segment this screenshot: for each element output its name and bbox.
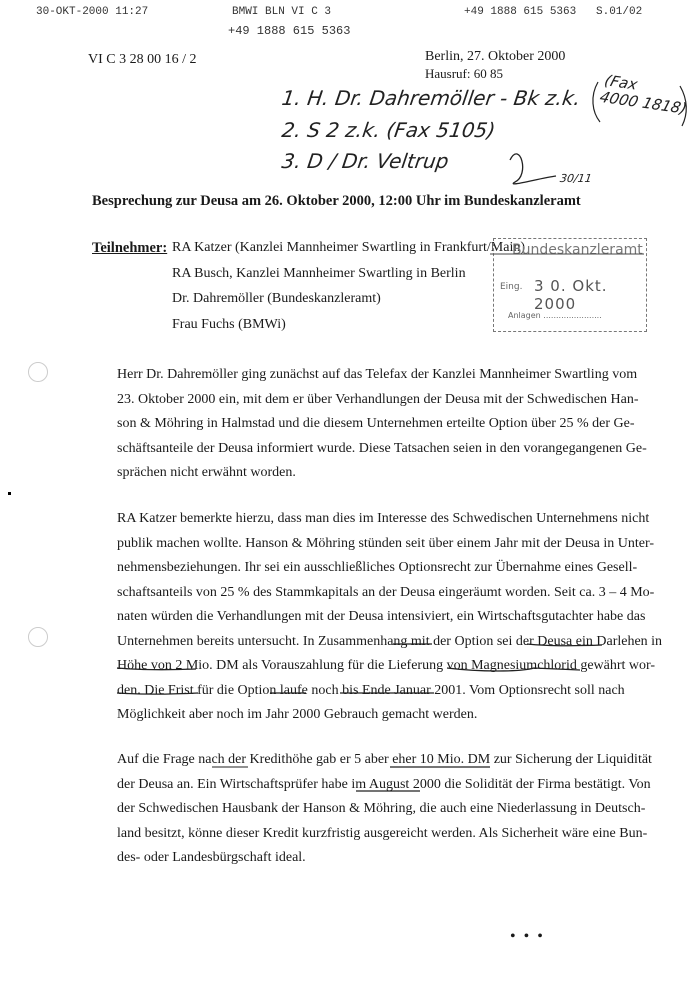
punch-hole xyxy=(28,362,48,382)
date-line: Berlin, 27. Oktober 2000 xyxy=(425,49,566,64)
paragraph-line: sprächen nicht erwähnt worden. xyxy=(117,465,296,480)
stamp-anlagen: Anlagen ....................... xyxy=(508,311,602,320)
stamp-eing-label: Eing. xyxy=(500,282,523,292)
meeting-subject: Besprechung zur Deusa am 26. Oktober 2000, 12:00 Uhr im Bundeskanzleramt xyxy=(92,193,581,209)
handwritten-routing-1: 1. H. Dr. Dahremöller - Bk z.k. xyxy=(280,86,582,110)
fax-datetime: 30-OKT-2000 11:27 xyxy=(36,6,149,18)
paragraph-1 xyxy=(117,363,652,486)
handwritten-fax-note-2: 4000 1818) xyxy=(597,87,689,118)
stamp-title: Bundeskanzleramt xyxy=(512,242,643,258)
punch-hole xyxy=(28,627,48,647)
paragraph-line: son & Möhring in Halmstad und die diesem Unternehmen erteilte Option über 25 % der Ge- xyxy=(117,416,635,431)
handwritten-signature xyxy=(510,154,556,184)
paragraph-line: der Schwedischen Hausbank der Hanson & Möhring, die auch eine Niederlassung in Deutsch- xyxy=(117,801,646,816)
continuation-dots: • • • xyxy=(510,928,545,945)
participant-4: Frau Fuchs (BMWi) xyxy=(172,317,286,332)
paragraph-line: Höhe von 2 Mio. DM als Vorauszahlung für die Lieferung von Magnesiumchlorid gewährt wor- xyxy=(117,658,656,673)
paragraph-line: Möglichkeit aber noch im Jahr 2000 Gebrauch gemacht werden. xyxy=(117,707,478,722)
paragraph-line: Herr Dr. Dahremöller ging zunächst auf das Telefax der Kanzlei Mannheimer Swartling vom xyxy=(117,367,638,382)
participants-label: Teilnehmer: xyxy=(92,240,168,256)
stamp-date: 3 0. Okt. 2000 xyxy=(534,277,608,313)
paragraph-3 xyxy=(117,748,652,871)
fax-sender: BMWI BLN VI C 3 xyxy=(232,6,332,18)
handwritten-routing-3: 3. D / Dr. Veltrup xyxy=(280,149,451,173)
paragraph-line: schäftsanteile der Deusa informiert wurde. Diese Tatsachen seien in den vorangegangenen Ge- xyxy=(117,440,647,456)
paragraph-line: den. Die Frist für die Option laufe noch bis Ende Januar 2001. Vom Optionsrecht soll nach xyxy=(117,682,625,698)
paragraph-line: Unternehmen bereits untersucht. In Zusammenhang mit der Option sei der Deusa ein Darlehen in xyxy=(117,633,663,649)
reference-number: VI C 3 28 00 16 / 2 xyxy=(88,52,197,67)
handwritten-routing-2: 2. S 2 z.k. (Fax 5105) xyxy=(280,118,497,142)
paragraph-line: naten würden die Verhandlungen mit der Deusa intensiviert, ein Wirtschaftsgutachter habe das xyxy=(117,609,646,624)
handwritten-fax-note-1: (Fax xyxy=(602,71,640,94)
paragraph-line: publik machen wollte. Hanson & Möhring stünden seit über einem Jahr mit der Deusa in Unter- xyxy=(117,535,655,551)
paragraph-line: Auf die Frage nach der Kredithöhe gab er 5 aber eher 10 Mio. DM zur Sicherung der Liquidität xyxy=(117,752,652,767)
paragraph-line: 23. Oktober 2000 ein, mit dem er über Verhandlungen der Deusa mit der Schwedischen Han- xyxy=(117,391,639,407)
paragraph-line: der Deusa an. Ein Wirtschaftsprüfer habe im August 2000 die Solidität der Firma bestätigt. Von xyxy=(117,776,651,792)
handwritten-fax-note xyxy=(598,72,694,117)
paragraph-line: des- oder Landesbürgschaft ideal. xyxy=(117,850,306,865)
paragraph-line: RA Katzer bemerkte hierzu, dass man dies im Interesse des Schwedischen Unternehmens nicht xyxy=(117,511,650,526)
fax-transmission-header xyxy=(0,6,700,22)
scan-speck xyxy=(8,492,11,495)
paragraph-line: nehmensbeziehungen. Ihr sei ein ausschließliches Optionsrecht zur Übernahme eines Gesell- xyxy=(117,560,638,575)
participant-3: Dr. Dahremöller (Bundeskanzleramt) xyxy=(172,291,381,306)
paragraph-line: land besitzt, könne dieser Kredit kurzfristig ausgereicht werden. Als Sicherheit wäre eine Bun- xyxy=(117,825,648,841)
handwritten-initial-date: 30/11 xyxy=(559,172,593,185)
fax-page-number: S.01/02 xyxy=(596,6,643,18)
fax-phone-second: +49 1888 615 5363 xyxy=(228,24,351,38)
hausruf: Hausruf: 60 85 xyxy=(425,66,503,81)
paragraph-2 xyxy=(117,507,663,728)
receipt-stamp xyxy=(493,238,647,332)
participant-2: RA Busch, Kanzlei Mannheimer Swartling in Berlin xyxy=(172,266,466,281)
fax-phone: +49 1888 615 5363 xyxy=(464,6,577,18)
paragraph-line: schaftsanteils von 25 % des Stammkapitals an der Deusa eingeräumt worden. Seit ca. 3 – 4 Mo- xyxy=(117,584,655,600)
participant-1: RA Katzer (Kanzlei Mannheimer Swartling in Frankfurt/Main) xyxy=(172,240,526,255)
